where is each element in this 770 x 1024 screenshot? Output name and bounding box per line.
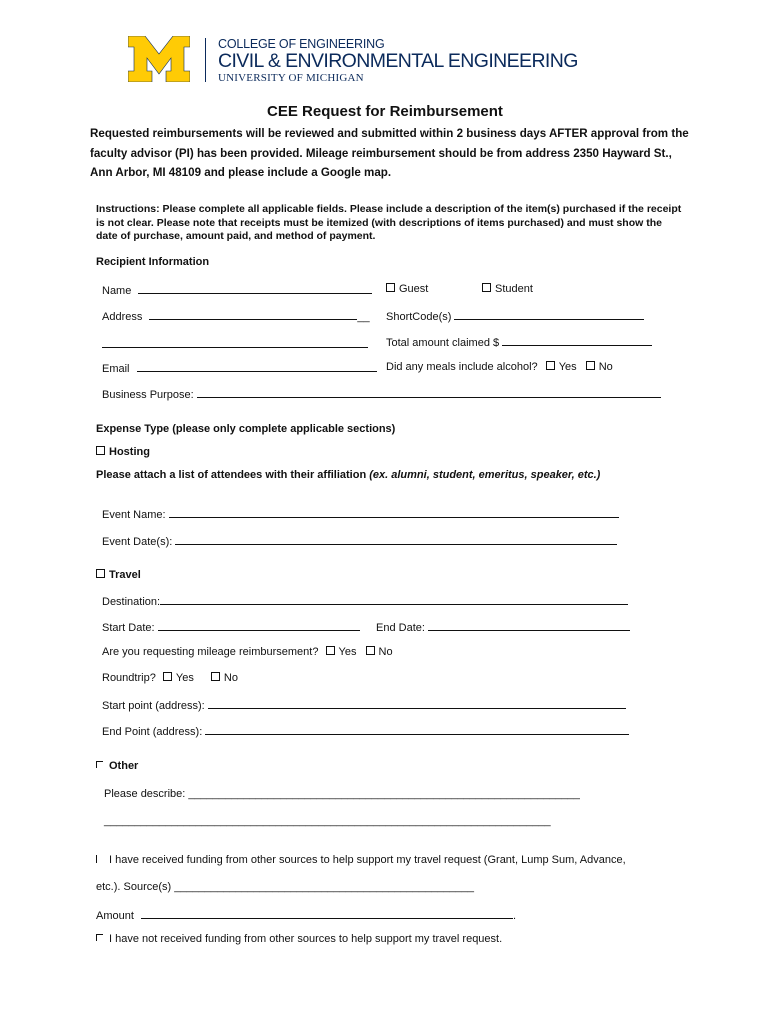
start-point-row: [102, 698, 626, 712]
email-field[interactable]: [137, 361, 377, 372]
alcohol-yes-label: Yes: [558, 361, 577, 373]
start-point-label: Start point (address):: [102, 700, 205, 712]
guest-label: Guest: [399, 283, 429, 295]
purpose-field[interactable]: [197, 387, 661, 398]
page-title: CEE Request for Reimbursement: [267, 103, 503, 120]
roundtrip-yes-checkbox[interactable]: [163, 672, 172, 681]
alcohol-yes-checkbox[interactable]: [546, 361, 555, 370]
email-label: Email: [102, 363, 130, 375]
email-row: [102, 361, 377, 375]
describe-line-1[interactable]: ________________________________________________________________: [188, 788, 580, 800]
department-name: CIVIL & ENVIRONMENTAL ENGINEERING: [218, 50, 578, 72]
start-date-field[interactable]: [158, 620, 360, 631]
destination-field[interactable]: [160, 594, 628, 605]
logo-divider: [205, 38, 206, 82]
mileage-yes-label: Yes: [338, 646, 357, 658]
funding-received-text: I have received funding from other sources to help support my travel request (Grant, Lump Sum, Advance,: [109, 854, 626, 866]
roundtrip-row: [102, 672, 238, 684]
shortcode-row: [386, 309, 644, 323]
mileage-no-label: No: [378, 646, 393, 658]
mileage-row: [102, 646, 393, 658]
roundtrip-no-checkbox[interactable]: [211, 672, 220, 681]
total-label: Total amount claimed $: [386, 337, 500, 349]
university-name: UNIVERSITY OF MICHIGAN: [218, 72, 364, 84]
total-row: [386, 335, 652, 349]
mileage-label: Are you requesting mileage reimbursement?: [102, 646, 319, 658]
event-name-field[interactable]: [169, 507, 619, 518]
end-date-row: [376, 620, 630, 634]
amount-label: Amount: [96, 910, 134, 922]
alcohol-row: [386, 361, 613, 373]
purpose-row: [102, 387, 661, 401]
hosting-checkbox[interactable]: [96, 446, 105, 455]
destination-row: [102, 594, 628, 608]
mileage-yes-checkbox[interactable]: [326, 646, 335, 655]
describe-label: Please describe:: [104, 788, 186, 800]
funding-not-received-checkbox[interactable]: [96, 934, 103, 941]
address-row: [102, 309, 370, 323]
recipient-heading: Recipient Information: [96, 256, 210, 268]
attach-examples: (ex. alumni, student, emeritus, speaker, etc.): [369, 469, 601, 481]
guest-option[interactable]: [386, 283, 428, 295]
start-point-field[interactable]: [208, 698, 626, 709]
other-option[interactable]: [96, 760, 138, 772]
funding-not-received-row: [96, 933, 502, 945]
guest-checkbox[interactable]: [386, 283, 395, 292]
student-label: Student: [495, 283, 533, 295]
alcohol-no-label: No: [598, 361, 613, 373]
shortcode-field[interactable]: [454, 309, 644, 320]
other-checkbox[interactable]: [96, 761, 103, 768]
event-name-label: Event Name:: [102, 509, 166, 521]
travel-label: Travel: [109, 569, 141, 581]
start-date-label: Start Date:: [102, 622, 155, 634]
start-date-row: [102, 620, 360, 634]
funding-not-received-text: I have not received funding from other sources to help support my travel request.: [109, 933, 503, 945]
travel-checkbox[interactable]: [96, 569, 105, 578]
roundtrip-no-label: No: [223, 672, 238, 684]
block-m-logo: [128, 36, 190, 82]
mileage-no-checkbox[interactable]: [366, 646, 375, 655]
alcohol-no-checkbox[interactable]: [586, 361, 595, 370]
hosting-label: Hosting: [109, 446, 150, 458]
funding-received-row: [96, 854, 626, 866]
amount-row: [96, 908, 516, 922]
college-name: COLLEGE OF ENGINEERING: [218, 37, 385, 51]
total-field[interactable]: [502, 335, 652, 346]
name-row: [102, 283, 372, 297]
purpose-label: Business Purpose:: [102, 389, 194, 401]
destination-label: Destination:: [102, 596, 161, 608]
amount-suffix: .: [512, 910, 517, 922]
end-point-row: [102, 724, 629, 738]
student-checkbox[interactable]: [482, 283, 491, 292]
attach-note: [96, 469, 600, 481]
end-date-field[interactable]: [428, 620, 630, 631]
attach-text: Please attach a list of attendees with their affiliation: [96, 469, 367, 481]
address-suffix: __: [357, 311, 370, 323]
address-label: Address: [102, 311, 143, 323]
event-name-row: [102, 507, 619, 521]
student-option[interactable]: [482, 283, 533, 295]
funding-received-checkbox[interactable]: [96, 855, 97, 863]
event-dates-label: Event Date(s):: [102, 536, 173, 548]
name-label: Name: [102, 285, 132, 297]
describe-row: [104, 788, 580, 800]
expense-heading: Expense Type (please only complete applicable sections): [96, 423, 396, 435]
shortcode-label: ShortCode(s): [386, 311, 452, 323]
end-point-label: End Point (address):: [102, 726, 203, 738]
roundtrip-label: Roundtrip?: [102, 672, 156, 684]
describe-line-2[interactable]: _________________________________________________________________________: [104, 815, 551, 827]
address-line-2[interactable]: [102, 335, 368, 353]
other-label: Other: [109, 760, 139, 772]
address-field[interactable]: [149, 309, 357, 320]
travel-option[interactable]: [96, 569, 141, 581]
intro-text: Requested reimbursements will be reviewed and submitted within 2 business days AFTER approval from the faculty advisor (PI) has been provided. Mileage reimbursement should be from address 2350 Hayward St., Ann Arbor, MI 48109 and please include a Google map.: [90, 127, 689, 179]
alcohol-label: Did any meals include alcohol?: [386, 361, 538, 373]
event-dates-field[interactable]: [175, 534, 617, 545]
instructions-text: Instructions: Please complete all applicable fields. Please include a description of the item(s) purchased if the receipt is not clear. Please note that receipts must be itemized (with descriptions of items purchased) and must show the date of purchase, amount paid, and method of payment.: [96, 203, 682, 242]
roundtrip-yes-label: Yes: [175, 672, 194, 684]
name-field[interactable]: [138, 283, 372, 294]
hosting-option[interactable]: [96, 446, 150, 458]
end-point-field[interactable]: [205, 724, 629, 735]
end-date-label: End Date:: [376, 622, 425, 634]
event-dates-row: [102, 534, 617, 548]
amount-field[interactable]: [141, 908, 513, 919]
funding-source-row[interactable]: etc.). Source(s) _________________________________________________: [96, 881, 475, 893]
